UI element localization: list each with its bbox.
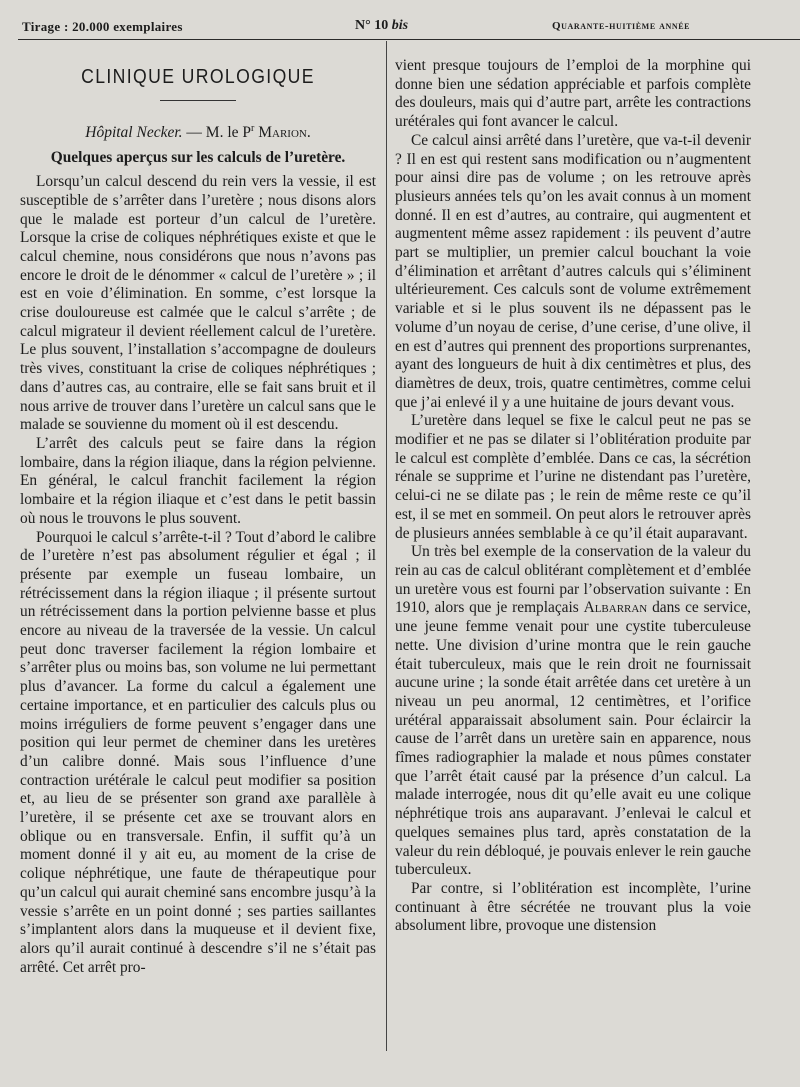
page-header — [0, 0, 800, 38]
left-column — [20, 58, 376, 977]
issue-number-text: N° 10 — [355, 18, 389, 33]
paragraph: L’uretère dans lequel se fixe le calcul peut ne pas se modifier et ne pas se dilater si l’oblitération produite par le calcul est complète d’emblée. Dans ce cas, la sécrétion rénale se supprime et l’urine ne distendant pas l’uretère, celui-ci ne se dilate pas ; le rein de même reste ce qu’il est, il se met en sommeil. On peut alors le retrouver après de plusieurs années semblable à ce qu’il était auparavant. — [395, 412, 751, 542]
print-run-label: Tirage : 20.000 exemplaires — [22, 19, 183, 34]
author-name: Marion — [258, 124, 307, 142]
right-column — [395, 57, 751, 936]
header-rule — [18, 39, 800, 40]
paragraph-text: dans ce service, une jeune femme venait pour une cystite tuberculeuse nette. Une division d’urine montra que le rein gauche était tuberculeux, mais que le rein droit ne fournissait aucune urine ; la sonde était arrêtée dans cet uretère à un niveau un peu anormal, 12 centimètres, et l’orifice urétéral apparaissait absolument sain. Pour éclaircir la cause de l’arrêt dans un uretère sain en apparence, nous fîmes radiographier la malade et nous pûmes constater que l’arrêt était causé par la présence d’un calcul. La malade interrogée, nous dit qu’elle avait eu une colique néphrétique trois ans auparavant. J’enlevai le calcul et quelques semaines plus tard, après constatation de la valeur du rein débloqué, je pouvais enlever le rein gauche tuberculeux. — [395, 599, 751, 879]
byline-end: . — [306, 124, 311, 142]
hospital-name: Hôpital Necker. — [85, 124, 183, 142]
paragraph-text: Un très bel exemple de la conservation de la valeur du rein au cas de calcul oblitérant complètement et d’emblée un uretère vous est fourni par l’observation suivante : En 1910, alors que je remplaçais — [395, 543, 751, 617]
article-title: Quelques aperçus sur les calculs de l’uretère. — [50, 149, 346, 167]
byline-title-sup: r — [251, 123, 255, 134]
person-name: Albarran — [583, 599, 648, 617]
issue-suffix: bis — [391, 18, 409, 33]
paragraph: Lorsqu’un calcul descend du rein vers la vessie, il est susceptible de s’arrêter dans l’uretère ; nous disons alors que le malade est porteur d’un calcul de l’uretère. Lorsque la crise de coliques néphrétiques existe et que le calcul chemine, nous considérons que nous n’avons pas encore le droit de le dénommer « calcul de l’uretère » ; il est en voie d’élimination. En somme, c’est lorsque la crise douloureuse est calmée que le calcul s’arrête ; de calcul migrateur il devient réellement calcul de l’uretère. Le plus souvent, l’installation s’accompagne de douleurs très vives, constituant la crise de coliques néphrétiques ; dans d’autres cas, au contraire, elle se fait sans bruit et il nous arrive de trouver dans l’uretère un calcul sans que le malade se souvienne du moment où il est descendu. — [20, 173, 376, 434]
byline-dash: — M. le P — [182, 124, 252, 142]
column-divider — [386, 41, 387, 1051]
issue-number — [355, 18, 408, 34]
paragraph: Par contre, si l’oblitération est incomplète, l’urine continuant à être sécrétée ne trouvant plus la voie absolument libre, provoque une distension — [395, 879, 751, 935]
paragraph: Ce calcul ainsi arrêté dans l’uretère, que va-t-il devenir ? Il en est qui restent sans modification ou n’augmentent pour ainsi dire pas de volume ; on les retrouve après plusieurs années tels qu’on les avait connus à un moment donné. Il en est d’autres, au contraire, qui augmentent et augmentent même assez rapidement : ils peuvent d’autre part se multiplier, un premier calcul bouchant la voie d’élimination et arrêtant d’autres calculs qui s’éliminent ultérieurement. Ces calculs sont de volume extrêmement variable et si le plus souvent ils ne dépassent pas le volume d’un noyau de cerise, d’une cerise, d’une olive, il en est d’autres qui prennent des proportions surprenantes, ayant des longueurs de huit à dix centimètres et plus, des diamètres de deux, trois, quatre centimètres, comme celui que j’ai enlevé il y a une huitaine de jours devant vous. — [395, 131, 751, 411]
volume-year-label: Quarante-huitième année — [552, 20, 691, 32]
byline — [20, 119, 376, 142]
section-title: CLINIQUE UROLOGIQUE — [81, 65, 315, 88]
paragraph-continuation: vient presque toujours de l’emploi de la morphine qui donne bien une sédation appréciable et parfois complète des douleurs, mais qui d’autre part, arrête les contractions urétérales qui font avancer le calcul. — [395, 57, 751, 131]
section-title-rule — [160, 100, 236, 101]
paragraph: L’arrêt des calculs peut se faire dans la région lombaire, dans la région iliaque, dans la région pelvienne. En général, le calcul franchit facilement la région lombaire et la région iliaque et c’est dans le petit bassin où nous le trouvons le plus souvent. — [20, 435, 377, 527]
paragraph: Pourquoi le calcul s’arrête-t-il ? Tout d’abord le calibre de l’uretère n’est pas absolument régulier et égal ; il présente par exemple un fuseau lombaire, un rétrécissement dans la région iliaque ; il présente surtout un rétrécissement dans la portion pelvienne basse et plus encore au niveau de la traversée de la vessie. Un calcul peut donc traverser facilement la région lombaire et s’arrêter plus ou moins bas, son volume ne lui permettant plus d’avancer. La forme du calcul a également une certaine importance, et en particulier des calculs plus ou moins irréguliers de forme peuvent s’engager dans une position qui leur permet de cheminer dans les uretères d’un calibre donné. Mais sous l’influence d’une contraction urétérale le calcul peut modifier sa position et, au lieu de se présenter son grand axe parallèle à l’uretère, il se présente cet axe se trouvant alors en oblique ou en transversale. Enfin, il suffit qu’à un moment donné il y ait eu, au moment de la crise de colique néphrétique, une faute de thérapeutique pour qu’un calcul qui aurait cheminé sans encombre jusqu’à la vessie s’arrête en un point donné ; ses parties saillantes s’implantent alors dans la muqueuse et il devient fixe, alors qu’il aurait continué à descendre s’il ne s’était pas arrêté. Cet arrêt pro- — [20, 528, 376, 976]
paragraph — [395, 543, 751, 880]
